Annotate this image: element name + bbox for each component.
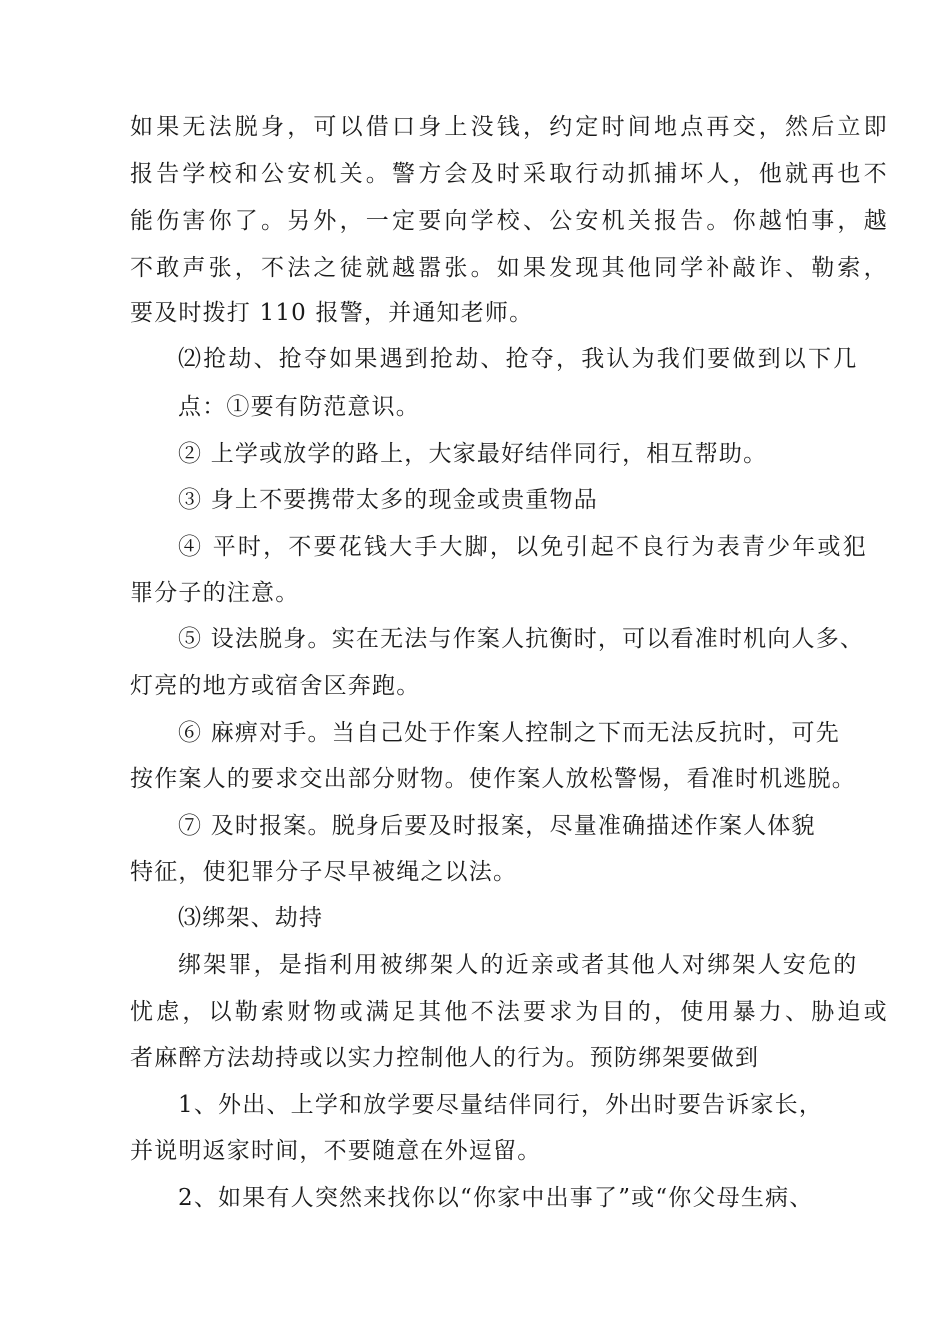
list-item: ⑦ 及时报案。脱身后要及时报案，尽量准确描述作案人体貌 — [178, 813, 816, 839]
section-heading-kidnapping: ⑶绑架、劫持 — [178, 905, 324, 931]
paragraph-line: 罪分子的注意。 — [130, 580, 300, 606]
paragraph-line: 者麻醉方法劫持或以实力控制他人的行为。预防绑架要做到 — [130, 1045, 760, 1071]
list-item: ④ 平时，不要花钱大手大脚，以免引起不良行为表青少年或犯 — [178, 534, 868, 560]
paragraph-line: 不敢声张，不法之徒就越嚣张。如果发现其他同学补敲诈、勒索， — [130, 255, 890, 281]
paragraph-line: 能伤害你了。另外，一定要向学校、公安机关报告。你越怕事，越 — [130, 208, 890, 234]
paragraph-line: 点：①要有防范意识。 — [178, 394, 420, 420]
paragraph-line: 绑架罪，是指利用被绑架人的近亲或者其他人对绑架人安危的 — [178, 952, 859, 978]
paragraph-line: 特征，使犯罪分子尽早被绳之以法。 — [130, 859, 518, 885]
list-item: ② 上学或放学的路上，大家最好结伴同行，相互帮助。 — [178, 441, 768, 467]
list-item: 1、外出、上学和放学要尽量结伴同行，外出时要告诉家长， — [178, 1092, 824, 1118]
paragraph-line: 灯亮的地方或宿舍区奔跑。 — [130, 673, 421, 699]
paragraph-line: 如果无法脱身，可以借口身上没钱，约定时间地点再交，然后立即 — [130, 114, 890, 140]
paragraph-line: 并说明返家时间，不要随意在外逗留。 — [130, 1138, 542, 1164]
paragraph-line: 忧虑，以勒索财物或满足其他不法要求为目的，使用暴力、胁迫或 — [130, 999, 890, 1025]
paragraph-line: 报告学校和公安机关。警方会及时采取行动抓捕坏人，他就再也不 — [130, 161, 890, 187]
list-item: 2、如果有人突然来找你以“你家中出事了”或“你父母生病、 — [178, 1185, 814, 1211]
list-item: ③ 身上不要携带太多的现金或贵重物品 — [178, 487, 598, 513]
list-item: ⑤ 设法脱身。实在无法与作案人抗衡时，可以看准时机向人多、 — [178, 626, 865, 652]
section-heading-robbery: ⑵抢劫、抢夺如果遇到抢劫、抢夺，我认为我们要做到以下几 — [178, 346, 859, 372]
paragraph-line: 要及时拨打 110 报警，并通知老师。 — [130, 300, 534, 326]
paragraph-line: 按作案人的要求交出部分财物。使作案人放松警惕，看准时机逃脱。 — [130, 766, 856, 792]
list-item: ⑥ 麻痹对手。当自己处于作案人控制之下而无法反抗时，可先 — [178, 720, 840, 746]
